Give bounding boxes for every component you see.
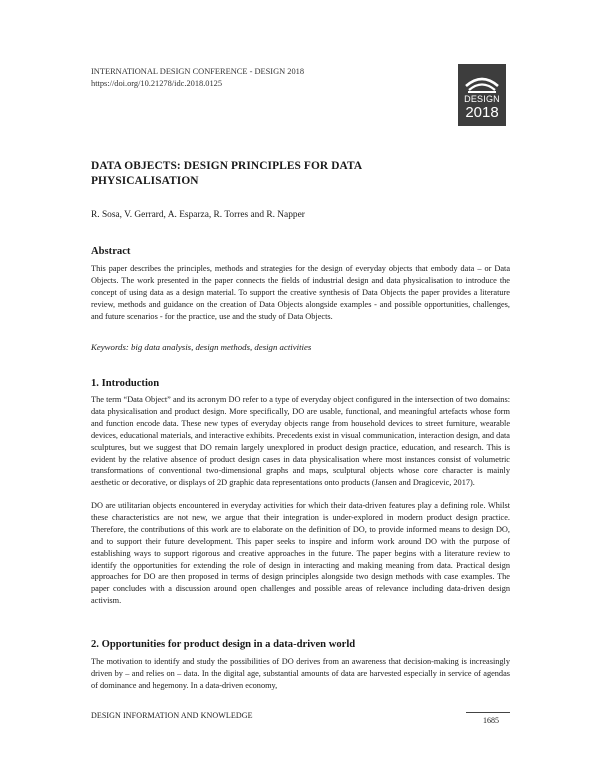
- introduction-paragraph-2: DO are utilitarian objects encountered in everyday activities for which their data-driven features play a defining role. Whilst these characteristics are not new, we argue that their integration is under-explored in modern product design practice. Therefore, the contributions of this work are to elaborate on the definition of DO, to provide informed means to design DO, and to support their future development. This paper seeks to inspire and inform work around DO with the purpose of establishing ways to support rigorous and creative approaches in the future. The paper begins with a literature review to identify the opportunities for extending the role of design in interacting and making meaning from data. Practical design approaches for DO are then proposed in terms of design principles alongside two design methods with case examples. The paper concludes with a discussion around open challenges and possible areas of relevance including data-driven design activism.: [91, 501, 510, 606]
- abstract-heading: Abstract: [91, 246, 131, 257]
- introduction-heading: 1. Introduction: [91, 378, 160, 389]
- conference-name: INTERNATIONAL DESIGN CONFERENCE - DESIGN 2018: [91, 67, 305, 76]
- doi-link[interactable]: https://doi.org/10.21278/idc.2018.0125: [91, 79, 223, 88]
- logo-text-year: 2018: [465, 104, 499, 121]
- footer-track: DESIGN INFORMATION AND KNOWLEDGE: [91, 711, 253, 720]
- page-number: 1685: [483, 716, 499, 725]
- section-2-heading: 2. Opportunities for product design in a data-driven world: [91, 639, 356, 650]
- footer-rule: [466, 712, 510, 713]
- author-list: R. Sosa, V. Gerrard, A. Esparza, R. Torres and R. Napper: [91, 210, 305, 220]
- design-2018-logo: [458, 64, 506, 126]
- abstract-text: This paper describes the principles, methods and strategies for the design of everyday objects that embody data – or Data Objects. The work presented in the paper connects the fields of industrial design and data physicalisation to introduce the concept of using data as a design material. To support the creative synthesis of Data Objects the paper provides a literature review, methods and guidance on the creation of Data Objects alongside examples - and possible opportunities, challenges, and future scenarios - for the practice, use and the study of Data Objects.: [91, 264, 510, 321]
- keywords: Keywords: big data analysis, design methods, design activities: [91, 342, 312, 352]
- section-2-paragraph-1: The motivation to identify and study the possibilities of DO derives from an awareness that decision-making is increasingly driven by – and relies on – data. In the digital age, substantial amounts of data are harvested especially in service of agendas of dominance and hegemony. In a data-driven economy,: [91, 657, 510, 690]
- logo-text-design: DESIGN: [464, 94, 500, 104]
- introduction-paragraph-1: The term “Data Object” and its acronym DO refer to a type of everyday object configured in the intersection of two domains: data physicalisation and product design. More specifically, DO are usable, functional, and meaningful artefacts whose form and function encode data. These new types of everyday objects range from household devices to street furniture, wearable devices, educational materials, and interactive exhibits. Precedents exist in visual communication, interaction design, and data sculptures, but we suggest that DO remain largely unexplored in product design practice, education, and research. This is evident by the relative absence of product design cases in data physicalisation where most instances consist of volumetric transformations of conventional two-dimensional graphs and maps, sculptural objects whose core character is mainly aesthetic or decorative, or displays of 2D graphic data representations onto products (Jansen and Dragicevic, 2017).: [91, 395, 510, 488]
- paper-title: DATA OBJECTS: DESIGN PRINCIPLES FOR DATA PHYSICALISATION: [91, 160, 362, 187]
- conference-header: [91, 66, 304, 90]
